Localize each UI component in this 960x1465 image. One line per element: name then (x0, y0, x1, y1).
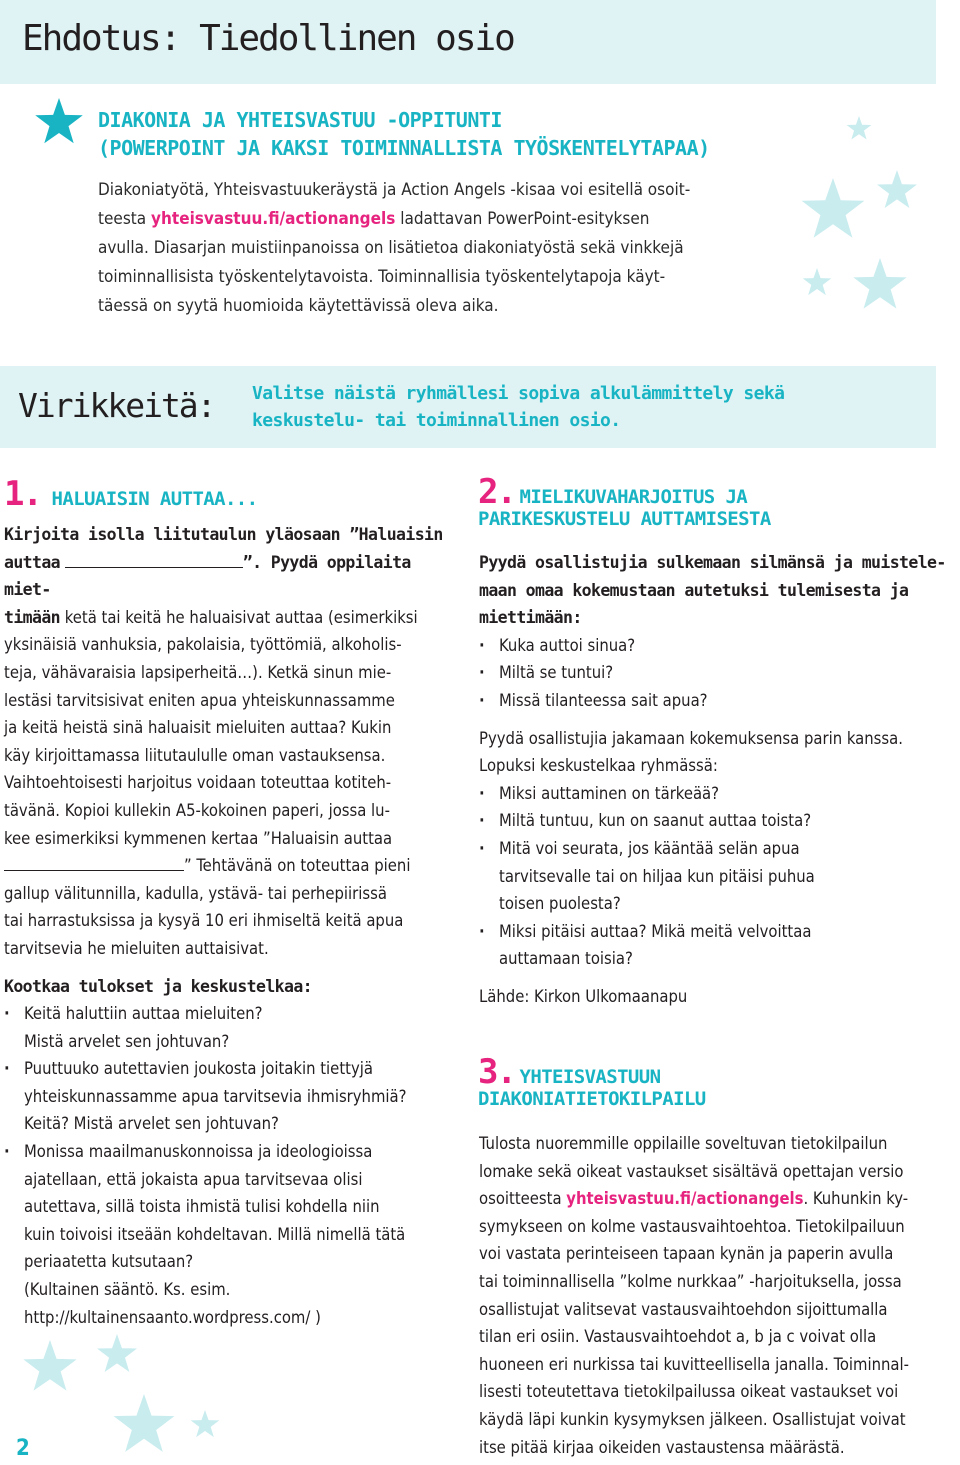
summary-list (4, 1000, 464, 1331)
page-title: Ehdotus: Tiedollinen osio (22, 18, 514, 59)
star-icon (190, 1410, 220, 1440)
header-band (0, 0, 936, 84)
section-2-body: Pyydä osallistujia sulkemaan silmänsä ja muistele- maan omaa kokemustaan autetuksi tulemisesta ja miettimään: · Kuka auttoi sinua? · Miltä se tuntui? · Missä tilanteessa sait apua? Pyydä osallistujia jakamaan kokemuksensa parin kanssa. Lopuksi keskustelkaa ryhmässä: · Miksi auttaminen on tärkeää? · Miltä tuntuu, kun on saanut auttaa toista? · Mitä voi seurata, jos kääntää selän apua tarvitsevalle tai on hiljaa kun pitäisi puhua toisen puolesta? · Miksi pitäisi auttaa? Mikä meitä velvoittaa auttamaan toisia? Lähde: Kirkon Ulkomaanapu (479, 549, 949, 1011)
star-icon (802, 268, 832, 298)
list-item: · Keitä haluttiin auttaa mieluiten? Mistä arvelet sen johtuvan? (4, 1000, 464, 1055)
list-item: · Kuka auttoi sinua? (479, 632, 949, 660)
actionangels-link[interactable]: yhteisvastuu.fi/actionangels (566, 1189, 804, 1209)
section-1-body: Kirjoita isolla liitutaulun yläosaan ”Haluaisin auttaa ”. Pyydä oppilaita miet- timään ketä tai keitä he haluaisivat auttaa (esimerkiksi yksinäisiä vanhuksia, pakolaisia, työttömiä, alkoholis- teja, vähävaraisia lapsiperheitä…). Ketkä sinun mie- lestäsi tarvitsisivat eniten apua yhteiskunnassamme ja keitä heistä sinä haluaisit mieluiten auttaa? Kukin käy kirjoittamassa liitutaululle oman vastauksensa. Vaihtoehtoisesti harjoitus voidaan toteuttaa kotiteh- tävänä. Kopioi kullekin A5-kokoinen paperi, jossa lu- kee esimerkiksi kymmenen kertaa ”Haluaisin auttaa ” Tehtävänä on toteuttaa pieni gallup välitunnilla, kadulla, ystävä- tai perhepiirissä tai harrastuksissa ja kysyä 10 eri ihmiseltä keitä apua tarvitsevia he mieluiten auttaisivat. Kootkaa tulokset ja keskustelkaa: · Keitä haluttiin auttaa mieluiten? Mistä arvelet sen johtuvan? · Puuttuuko autettavien joukosta joitakin tiettyjä yhteiskunnassamme apua tarvitsevia ihmisryhmiä? Keitä? Mistä arvelet sen johtuvan? · Monissa maailmanuskonnoissa ja ideologioissa ajatellaan, että jokaista apua tarvitsevaa olisi autettava, sillä toista ihmistä tulisi kohdella niin kuin toivoisi itseään kohdeltavan. Millä nimellä tätä periaatetta kutsutaan? (Kultainen sääntö. Ks. esim. http://kultainensaanto.wordpress.com/ ) (4, 521, 464, 1331)
star-icon (852, 258, 908, 314)
section-2-heading: 2. MIELIKUVAHARJOITUS JA PARIKESKUSTELU AUTTAMISESTA (478, 472, 771, 530)
section-3-body: Tulosta nuoremmille oppilaille soveltuvan tietokilpailun lomake sekä oikeat vastaukset sisältävä opettajan versio osoitteesta yhteisvastuu.fi/actionangels. Kuhunkin ky- symykseen on kolme vastausvaihtoehtoa. Tietokilpailuun voi vastata perinteiseen tapaan kynän ja paperin avulla tai toiminnallisella ”kolme nurkkaa” -harjoituksella, jossa osallistujat valitsevat vastausvaihtoehdon sijoittumalla tilan eri osiin. Vastausvaihtoehdot a, b ja c voivat olla huoneen eri nurkissa tai kuvitteellisella janalla. Toiminnal- lisesti toteutettava tietokilpailussa oikeat vastaukset voi käydä läpi kunkin kysymyksen jälkeen. Osallistujat voivat itse pitää kirjaa oikeiden vastaustensa määrästä. (479, 1134, 910, 1457)
fill-in-blank (65, 567, 243, 568)
discussion-questions (479, 780, 949, 973)
list-item: · Miksi auttaminen on tärkeää? (479, 780, 949, 808)
reflection-questions (479, 632, 949, 715)
section-1-heading: 1. HALUAISIN AUTTAA... (4, 474, 258, 514)
star-icon (876, 170, 918, 212)
source-line: Lähde: Kirkon Ulkomaanapu (479, 986, 688, 1006)
list-item: · Miltä tuntuu, kun on saanut auttaa toista? (479, 807, 949, 835)
intro-heading: DIAKONIA JA YHTEISVASTUU -OPPITUNTI (POWERPOINT JA KAKSI TOIMINNALLISTA TYÖSKENTELYTAPAA) (98, 108, 710, 160)
virikkeita-band (0, 366, 936, 448)
star-icon (34, 98, 84, 148)
star-icon (800, 178, 866, 244)
list-item: · Miltä se tuntui? (479, 659, 949, 687)
section-3-heading: 3. YHTEISVASTUUN DIAKONIATIETOKILPAILU (478, 1052, 706, 1110)
list-item: · Monissa maailmanuskonnoissa ja ideologioissa ajatellaan, että jokaista apua tarvitsevaa olisi autettava, sillä toista ihmistä tulisi kohdella niin kuin toivoisi itseään kohdeltavan. Millä nimellä tätä periaatetta kutsutaan? (Kultainen sääntö. Ks. esim. http://kultainensaanto.wordpress.com/ ) (4, 1138, 464, 1331)
page-number: 2 (16, 1436, 30, 1461)
star-icon (846, 116, 872, 142)
virikkeita-instruction: Valitse näistä ryhmällesi sopiva alkulämmittely sekä keskustelu- tai toiminnallinen osio. (252, 383, 785, 431)
kultainen-saanto-link[interactable]: http://kultainensaanto.wordpress.com/ ) (24, 1307, 321, 1327)
list-item: · Miksi pitäisi auttaa? Mikä meitä velvoittaa auttamaan toisia? (479, 918, 949, 973)
star-icon (112, 1394, 176, 1458)
actionangels-link[interactable]: yhteisvastuu.fi/actionangels (151, 209, 396, 229)
star-icon (96, 1334, 138, 1376)
fill-in-blank (4, 870, 184, 871)
list-item: · Mitä voi seurata, jos kääntää selän apua tarvitsevalle tai on hiljaa kun pitäisi puhua toisen puolesta? (479, 835, 949, 918)
virikkeita-title: Virikkeitä: (18, 386, 215, 425)
list-item: · Puuttuuko autettavien joukosta joitakin tiettyjä yhteiskunnassamme apua tarvitsevia ihmisryhmiä? Keitä? Mistä arvelet sen johtuvan? (4, 1055, 464, 1138)
star-icon (22, 1340, 78, 1396)
list-item: · Missä tilanteessa sait apua? (479, 687, 949, 715)
summary-heading: Kootkaa tulokset ja keskustelkaa: (4, 976, 313, 996)
intro-paragraph: Diakoniatyötä, Yhteisvastuukeräystä ja Action Angels -kisaa voi esitellä osoit- teesta yhteisvastuu.fi/actionangels ladattavan PowerPoint-esityksen avulla. Diasarjan muistiinpanoissa on lisätietoa diakoniatyöstä sekä vinkkejä toiminnallisista työskentelytavoista. Toiminnallisia työskentelytapoja käyt- täessä on syytä huomioida käytettävissä oleva aika. (98, 180, 691, 316)
